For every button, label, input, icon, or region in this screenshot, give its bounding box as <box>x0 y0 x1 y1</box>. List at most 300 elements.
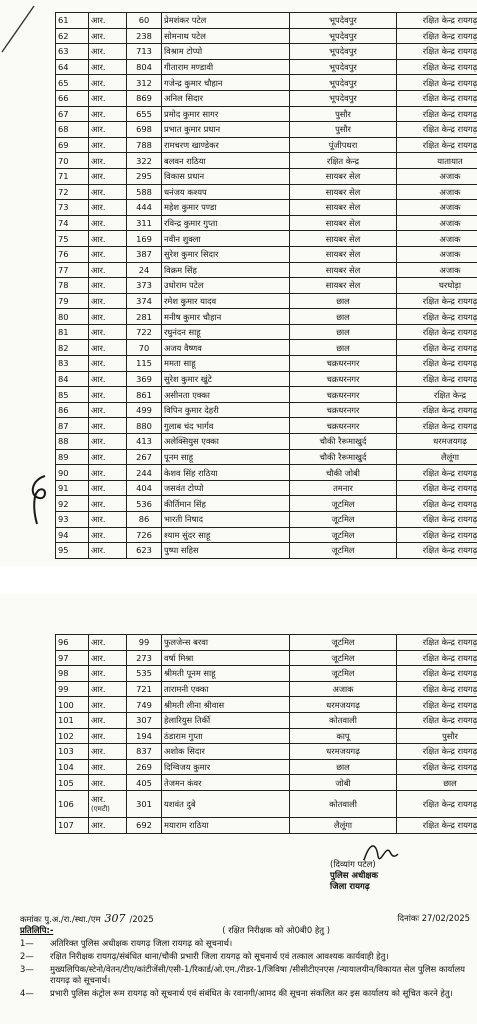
serial-cell <box>56 681 89 697</box>
rank-cell <box>89 200 127 216</box>
badge-number-text: 269 <box>136 762 152 773</box>
serial-text: 94 <box>58 529 69 540</box>
from-posting-cell <box>290 90 397 106</box>
from-posting-cell <box>290 728 397 744</box>
table-row <box>56 512 477 528</box>
serial-cell <box>56 44 89 60</box>
name-text: मनीष कुमार चौहान <box>164 311 222 322</box>
rank-text: आर. <box>91 77 106 88</box>
rank-text: आर. <box>91 483 106 494</box>
badge-number-cell <box>127 512 162 528</box>
serial-cell <box>56 666 89 682</box>
from-posting-cell <box>290 246 397 262</box>
table-row <box>56 246 477 262</box>
name-cell <box>162 184 290 200</box>
rank-cell <box>89 759 127 775</box>
serial-text: 92 <box>58 498 69 509</box>
from-posting-text: चक्रधरनगर <box>326 358 360 369</box>
rank-text: आर. <box>91 108 106 119</box>
rank-text: आर. <box>91 295 106 306</box>
to-posting-text: रक्षित केन्द्र रायगढ़ <box>422 373 477 384</box>
to-posting-text: रक्षित केन्द्र रायगढ़ <box>422 77 477 88</box>
badge-number-text: 535 <box>136 668 152 679</box>
serial-cell <box>56 728 89 744</box>
badge-number-cell <box>127 75 162 91</box>
serial-cell <box>56 246 89 262</box>
badge-number-cell <box>127 278 162 294</box>
table-row <box>56 697 477 713</box>
to-posting-text: रक्षित केन्द्र रायगढ़ <box>422 108 477 119</box>
serial-cell <box>56 480 89 496</box>
to-posting-cell <box>397 387 477 403</box>
from-posting-cell <box>290 371 397 387</box>
name-text: अजय वैष्णव <box>164 342 202 353</box>
serial-cell <box>56 402 89 418</box>
rank-cell <box>89 262 127 278</box>
badge-number-text: 588 <box>136 186 152 197</box>
to-posting-text: रक्षित केन्द्र रायगढ़ <box>422 652 477 663</box>
to-posting-text: अजाक <box>439 186 461 197</box>
serial-text: 72 <box>58 186 69 197</box>
rank-cell <box>89 418 127 434</box>
rank-cell <box>89 13 127 29</box>
badge-number-cell <box>127 28 162 44</box>
to-posting-cell <box>397 635 477 651</box>
table-row <box>56 184 477 200</box>
from-posting-cell <box>290 775 397 791</box>
serial-text: 100 <box>58 699 74 710</box>
name-cell <box>162 697 290 713</box>
rank-text: आर. <box>91 529 106 540</box>
name-cell <box>162 650 290 666</box>
to-posting-text: रक्षित केन्द्र रायगढ़ <box>422 405 477 416</box>
rank-cell <box>89 480 127 496</box>
to-posting-text: रक्षित केन्द्र रायगढ़ <box>422 420 477 431</box>
to-posting-cell <box>397 137 477 153</box>
to-posting-cell <box>397 512 477 528</box>
rank-cell <box>89 496 127 512</box>
serial-text: 91 <box>58 483 69 494</box>
serial-text: 70 <box>58 155 69 166</box>
badge-number-text: 238 <box>136 30 152 41</box>
to-posting-text: अजाक <box>439 233 461 244</box>
table-row <box>56 200 477 216</box>
badge-number-text: 312 <box>136 77 152 88</box>
from-posting-cell <box>290 712 397 728</box>
rank-cell <box>89 153 127 169</box>
name-cell <box>162 449 290 465</box>
badge-number-text: 869 <box>136 93 152 104</box>
name-text: श्रीमती लीना श्रीवास <box>164 699 225 710</box>
badge-number-cell <box>127 817 162 833</box>
name-cell <box>162 418 290 434</box>
serial-cell <box>56 512 89 528</box>
from-posting-text: भूपदेवपुर <box>329 30 357 41</box>
serial-cell <box>56 635 89 651</box>
name-cell <box>162 543 290 559</box>
badge-number-cell <box>127 449 162 465</box>
from-posting-text: धरमजयगढ़ <box>326 699 360 710</box>
name-text: फुलजेन्स बरवा <box>164 637 208 648</box>
from-posting-cell <box>290 817 397 833</box>
table-row <box>56 262 477 278</box>
to-posting-text: रक्षित केन्द्र रायगढ़ <box>422 545 477 556</box>
to-posting-text: घरघोड़ा <box>439 280 461 291</box>
badge-number-cell <box>127 153 162 169</box>
badge-number-cell <box>127 775 162 791</box>
table-row <box>56 759 477 775</box>
table-row <box>56 480 477 496</box>
serial-text: 103 <box>58 746 74 757</box>
rank-cell <box>89 309 127 325</box>
badge-number-text: 698 <box>136 124 152 135</box>
rank-text: आर. <box>91 793 106 804</box>
to-posting-cell <box>397 371 477 387</box>
from-posting-cell <box>290 434 397 450</box>
to-posting-cell <box>397 324 477 340</box>
table-row <box>56 231 477 247</box>
copy-item-text: अतिरिक्त पुलिस अधीक्षक रायगढ़ जिला रायगढ़ को सूचनार्थ। <box>50 938 233 948</box>
rank-text: आर. <box>91 637 106 648</box>
rank-text: आर. <box>91 405 106 416</box>
to-posting-cell <box>397 666 477 682</box>
to-posting-text: यातायात <box>437 155 463 166</box>
reference-line <box>20 913 470 925</box>
serial-text: 85 <box>58 389 69 400</box>
name-cell <box>162 527 290 543</box>
to-posting-text: धरमजयगढ़ <box>433 436 467 447</box>
from-posting-text: भूपदेवपुर <box>329 15 357 26</box>
serial-text: 106 <box>58 798 74 809</box>
rank-text: आर. <box>91 389 106 400</box>
to-posting-cell <box>397 90 477 106</box>
from-posting-text: सायबर सेल <box>325 186 361 197</box>
badge-number-cell <box>127 635 162 651</box>
name-text: तारामनी एक्का <box>164 684 209 695</box>
name-cell <box>162 44 290 60</box>
serial-text: 105 <box>58 777 74 788</box>
table-row <box>56 744 477 760</box>
to-posting-cell <box>397 246 477 262</box>
serial-cell <box>56 231 89 247</box>
name-text: विश्राम टोप्पो <box>164 46 203 57</box>
serial-text: 66 <box>58 93 69 104</box>
badge-number-text: 295 <box>136 171 152 182</box>
rank-cell <box>89 681 127 697</box>
serial-cell <box>56 75 89 91</box>
badge-number-text: 499 <box>136 405 152 416</box>
from-posting-text: चक्रधरनगर <box>326 389 360 400</box>
from-posting-text: जूटमिल <box>331 514 355 525</box>
name-cell <box>162 90 290 106</box>
table-row <box>56 168 477 184</box>
from-posting-text: अजाक <box>332 684 354 695</box>
badge-number-cell <box>127 387 162 403</box>
badge-number-text: 311 <box>136 218 152 229</box>
rank-text: आर. <box>91 15 106 26</box>
to-posting-text: रक्षित केन्द्र रायगढ़ <box>422 820 477 831</box>
from-posting-cell <box>290 153 397 169</box>
from-posting-text: तमनार <box>333 483 353 494</box>
to-posting-cell <box>397 106 477 122</box>
to-posting-cell <box>397 527 477 543</box>
to-posting-cell <box>397 293 477 309</box>
serial-text: 65 <box>58 77 69 88</box>
name-text: गुलाब चंद भार्गव <box>164 420 214 431</box>
copy-item-number: 2— <box>20 951 34 961</box>
name-text: बलवन राठिया <box>164 155 206 166</box>
serial-cell <box>56 168 89 184</box>
name-text: ममता साहू <box>164 358 196 369</box>
to-posting-text: रक्षित केन्द्र रायगढ़ <box>422 746 477 757</box>
serial-text: 76 <box>58 249 69 260</box>
to-posting-text: रक्षित केन्द्र रायगढ़ <box>422 124 477 135</box>
name-cell <box>162 387 290 403</box>
name-cell <box>162 309 290 325</box>
badge-number-text: 788 <box>136 140 152 151</box>
serial-cell <box>56 387 89 403</box>
to-posting-text: रक्षित केन्द्र रायगढ़ <box>422 498 477 509</box>
table-row <box>56 137 477 153</box>
serial-text: 79 <box>58 295 69 306</box>
badge-number-text: 194 <box>136 730 152 741</box>
serial-text: 97 <box>58 652 69 663</box>
rank-cell <box>89 790 127 817</box>
name-text: अलेक्सियुस एक्का <box>164 436 219 447</box>
name-text: दिग्विजय कुमार <box>164 762 211 773</box>
to-posting-cell <box>397 75 477 91</box>
rank-cell <box>89 184 127 200</box>
serial-text: 71 <box>58 171 69 182</box>
to-posting-cell <box>397 496 477 512</box>
rank-cell <box>89 246 127 262</box>
name-cell <box>162 759 290 775</box>
rank-cell <box>89 90 127 106</box>
badge-number-text: 722 <box>136 327 152 338</box>
name-cell <box>162 356 290 372</box>
name-cell <box>162 775 290 791</box>
serial-cell <box>56 59 89 75</box>
from-posting-cell <box>290 635 397 651</box>
serial-cell <box>56 650 89 666</box>
to-posting-cell <box>397 122 477 138</box>
from-posting-cell <box>290 744 397 760</box>
serial-cell <box>56 418 89 434</box>
name-text: प्रेमशंकर पटेल <box>164 15 207 26</box>
badge-number-cell <box>127 744 162 760</box>
copy-item-text: रक्षित निरीक्षक रायगढ़/संबंधित थाना/चौकी प्रभारी जिला रायगढ़ को सूचनार्थ एवं तत्काल आवश्यक कार्यवाही हेतु। <box>50 951 389 961</box>
badge-number-cell <box>127 168 162 184</box>
rank-cell <box>89 215 127 231</box>
serial-cell <box>56 371 89 387</box>
badge-number-cell <box>127 215 162 231</box>
to-posting-cell <box>397 402 477 418</box>
from-posting-text: धरमजयगढ़ <box>326 746 360 757</box>
from-posting-cell <box>290 75 397 91</box>
from-posting-cell <box>290 293 397 309</box>
from-posting-cell <box>290 340 397 356</box>
table-row <box>56 418 477 434</box>
name-cell <box>162 13 290 29</box>
serial-cell <box>56 13 89 29</box>
rank-text: आर. <box>91 30 106 41</box>
copy-list <box>20 938 470 999</box>
from-posting-cell <box>290 13 397 29</box>
rank-cell <box>89 465 127 481</box>
table-row <box>56 13 477 29</box>
from-posting-text: जोबी <box>335 777 351 788</box>
from-posting-cell <box>290 418 397 434</box>
badge-number-text: 623 <box>136 545 152 556</box>
rank-cell <box>89 527 127 543</box>
from-posting-text: सायबर सेल <box>325 218 361 229</box>
badge-number-text: 404 <box>136 483 152 494</box>
to-posting-cell <box>397 759 477 775</box>
from-posting-cell <box>290 480 397 496</box>
to-posting-cell <box>397 817 477 833</box>
serial-text: 68 <box>58 124 69 135</box>
from-posting-cell <box>290 262 397 278</box>
serial-cell <box>56 278 89 294</box>
badge-number-text: 99 <box>138 637 150 648</box>
table-row <box>56 543 477 559</box>
serial-text: 98 <box>58 668 69 679</box>
name-cell <box>162 340 290 356</box>
to-posting-text: अजाक <box>439 264 461 275</box>
copy-list-item <box>20 938 470 949</box>
to-posting-cell <box>397 543 477 559</box>
copy-item-number: 3— <box>20 964 34 974</box>
serial-text: 101 <box>58 715 74 726</box>
rank-cell <box>89 697 127 713</box>
badge-number-text: 726 <box>136 529 152 540</box>
to-posting-text: अजाक <box>439 202 461 213</box>
serial-text: 86 <box>58 405 69 416</box>
name-cell <box>162 75 290 91</box>
rank-cell <box>89 122 127 138</box>
copy-item-number: 4— <box>20 988 34 998</box>
name-text: रामचरण खाण्डेकर <box>164 140 219 151</box>
from-posting-text: चक्रधरनगर <box>326 420 360 431</box>
to-posting-text: अजाक <box>439 171 461 182</box>
name-cell <box>162 681 290 697</box>
to-posting-cell <box>397 480 477 496</box>
table-row <box>56 790 477 817</box>
table-row <box>56 90 477 106</box>
from-posting-cell <box>290 44 397 60</box>
from-posting-cell <box>290 200 397 216</box>
page-gap <box>0 566 477 594</box>
name-cell <box>162 106 290 122</box>
rank-text: आर. <box>91 280 106 291</box>
table-row <box>56 340 477 356</box>
to-posting-cell <box>397 650 477 666</box>
rank-text: आर. <box>91 699 106 710</box>
badge-number-text: 169 <box>136 233 152 244</box>
name-text: विक्रम सिंह <box>164 264 197 275</box>
badge-number-text: 86 <box>138 514 150 525</box>
from-posting-cell <box>290 106 397 122</box>
to-posting-text: रक्षित केन्द्र रायगढ़ <box>422 30 477 41</box>
from-posting-cell <box>290 527 397 543</box>
rank-cell <box>89 293 127 309</box>
serial-text: 80 <box>58 311 69 322</box>
serial-text: 67 <box>58 108 69 119</box>
serial-text: 104 <box>58 762 74 773</box>
badge-number-text: 273 <box>136 652 152 663</box>
badge-number-text: 837 <box>136 746 152 757</box>
table-row <box>56 434 477 450</box>
rank-text: आर. <box>91 820 106 831</box>
serial-text: 74 <box>58 218 69 229</box>
serial-cell <box>56 293 89 309</box>
rank-cell <box>89 44 127 60</box>
to-posting-text: रक्षित केन्द्र रायगढ़ <box>422 62 477 73</box>
from-posting-text: सायबर सेल <box>325 171 361 182</box>
rank-text: आर. <box>91 451 106 462</box>
rank-cell <box>89 712 127 728</box>
rank-text: आर. <box>91 233 106 244</box>
table-row <box>56 44 477 60</box>
rank-text: आर. <box>91 358 106 369</box>
from-posting-text: सायबर सेल <box>325 280 361 291</box>
from-posting-cell <box>290 309 397 325</box>
from-posting-cell <box>290 465 397 481</box>
badge-number-text: 115 <box>136 358 152 369</box>
serial-text: 77 <box>58 264 69 275</box>
signatory-name: (दिव्यांग पटेल) <box>330 860 376 870</box>
table-row <box>56 153 477 169</box>
from-posting-text: पुसौर <box>335 108 351 119</box>
table-row <box>56 666 477 682</box>
badge-number-cell <box>127 402 162 418</box>
name-cell <box>162 153 290 169</box>
copy-item-text: मुख्यलिपिक/स्टेनो/वेतन/टीए/कांटीजेंसी/एसी-1/रिकार्ड/ओ.एम./रीडर-1/जिविषा /सीसीटीएनएस /न्यायालयीन/विकायत सेल पुलिस कार्यालय रायगढ़ को सूचनार्थ। <box>50 964 465 985</box>
to-posting-cell <box>397 434 477 450</box>
serial-text: 63 <box>58 46 69 57</box>
table-row <box>56 728 477 744</box>
from-posting-cell <box>290 387 397 403</box>
from-posting-text: पूंजीपथरा <box>328 140 358 151</box>
serial-text: 62 <box>58 30 69 41</box>
serial-text: 96 <box>58 637 69 648</box>
name-cell <box>162 278 290 294</box>
to-posting-text: रक्षित केन्द्र रायगढ़ <box>422 483 477 494</box>
badge-number-cell <box>127 371 162 387</box>
to-posting-cell <box>397 340 477 356</box>
serial-cell <box>56 817 89 833</box>
from-posting-text: कोतवाली <box>329 715 357 726</box>
copy-list-item <box>20 988 470 999</box>
to-posting-text: रक्षित केन्द्र रायगढ़ <box>422 514 477 525</box>
badge-number-text: 373 <box>136 280 152 291</box>
name-text: श्याम सुंदर साहू <box>164 529 211 540</box>
from-posting-cell <box>290 184 397 200</box>
rank-cell <box>89 449 127 465</box>
name-text: उधोराम पटेल <box>164 280 204 291</box>
badge-number-text: 369 <box>136 373 152 384</box>
badge-number-cell <box>127 697 162 713</box>
transfer-table-page-1 <box>55 12 477 559</box>
signatory-district: जिला रायगढ़ <box>330 882 370 892</box>
rank-text: आर. <box>91 311 106 322</box>
rank-text: आर. <box>91 668 106 679</box>
name-text: रघुनंदन साहू <box>164 327 201 338</box>
badge-number-cell <box>127 90 162 106</box>
from-posting-cell <box>290 697 397 713</box>
to-posting-text: रक्षित केन्द्र <box>433 389 467 400</box>
rank-cell <box>89 635 127 651</box>
